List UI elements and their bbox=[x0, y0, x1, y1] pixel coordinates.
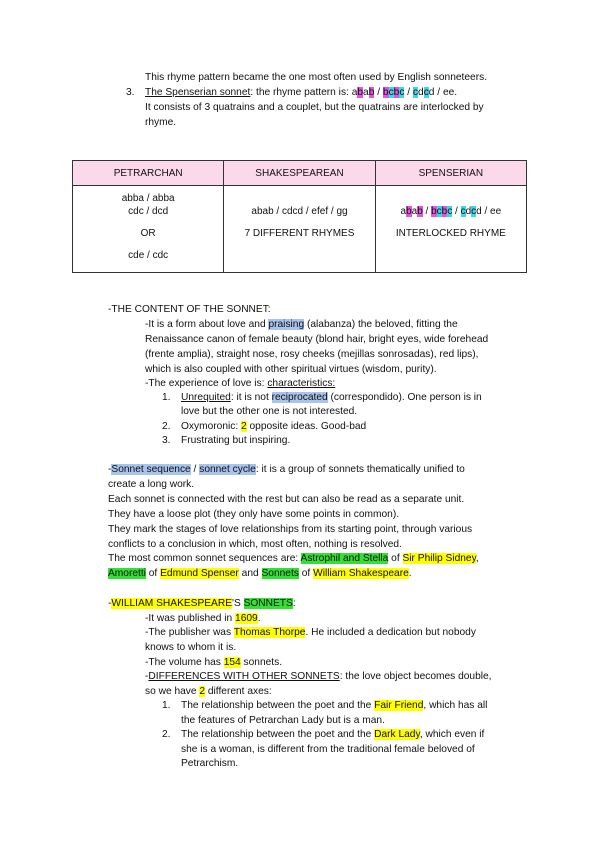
sequence-line-5: They mark the stages of love relationships from its starting point, through various bbox=[108, 524, 473, 535]
table-row bbox=[73, 186, 527, 273]
shakespeare-line-3: knows to whom it is. bbox=[145, 642, 237, 653]
shakespearean-cell: abab / cdcd / efef / gg 7 DIFFERENT RHYMES bbox=[224, 186, 375, 273]
spenserian-rhyme: abab / bcbc / cdcd / ee bbox=[400, 206, 502, 217]
intro-line-1: This rhyme pattern became the one most often used by English sonneteers. bbox=[145, 72, 488, 83]
content-line-1: -It is a form about love and praising (alabanza) the beloved, fitting the bbox=[145, 319, 458, 330]
sequence-line-6: conflicts to a conclusion in which, most often, nothing is resolved. bbox=[108, 539, 402, 550]
list-number: 3. bbox=[162, 435, 171, 446]
intro-line-4: rhyme. bbox=[145, 117, 177, 128]
list-item: The relationship between the poet and the Dark Lady, which even if bbox=[181, 729, 485, 740]
shakespeare-line-1: -It was published in 1609. bbox=[145, 613, 261, 624]
shakespeare-line-5: -DIFFERENCES WITH OTHER SONNETS: the love object becomes double, bbox=[145, 671, 492, 682]
sequence-line-3: Each sonnet is connected with the rest but can also be read as a separate unit. bbox=[108, 494, 465, 505]
list-item-continued: Petrarchism. bbox=[181, 758, 239, 769]
spenserian-sonnet-term: The Spenserian sonnet bbox=[145, 87, 251, 98]
sequence-line-2: create a long work. bbox=[108, 479, 195, 490]
shakespeare-line-2: -The publisher was Thomas Thorpe. He included a dedication but nobody bbox=[145, 627, 476, 638]
table-header-row bbox=[73, 161, 527, 186]
content-line-3: (frente amplia), straight nose, rosy cheeks (mejillas sonrosadas), red lips), bbox=[145, 349, 479, 360]
header-spenserian: SPENSERIAN bbox=[375, 161, 526, 186]
header-shakespearean: SHAKESPEAREAN bbox=[224, 161, 375, 186]
rhyme-table bbox=[72, 160, 527, 273]
sequence-line-4: They have a loose plot (they only have some points in common). bbox=[108, 509, 400, 520]
list-item-continued: the features of Petrarchan Lady but is a man. bbox=[181, 715, 385, 726]
content-line-4: which is also coupled with other spiritual virtues (wisdom, purity). bbox=[145, 364, 437, 375]
list-item: The relationship between the poet and the Fair Friend, which has all bbox=[181, 700, 488, 711]
list-item-continued: she is a woman, is different from the traditional female beloved of bbox=[181, 744, 475, 755]
spenserian-line: The Spenserian sonnet: the rhyme pattern is: abab / bcbc / cdcd / ee. bbox=[145, 87, 458, 98]
section-heading-shakespeare: -WILLIAM SHAKESPEARE'S SONNETS: bbox=[108, 598, 296, 609]
list-item: Oxymoronic: 2 opposite ideas. Good-bad bbox=[181, 421, 367, 432]
list-number: 3. bbox=[126, 87, 135, 98]
list-item-continued: love but the other one is not interested. bbox=[181, 406, 358, 417]
list-number: 2. bbox=[162, 729, 171, 740]
sequence-line-7: The most common sonnet sequences are: Astrophil and Stella of Sir Philip Sidney, bbox=[108, 553, 479, 564]
list-number: 1. bbox=[162, 700, 171, 711]
list-number: 1. bbox=[162, 392, 171, 403]
list-item: Unrequited: it is not reciprocated (correspondido). One person is in bbox=[181, 392, 482, 403]
list-number: 2. bbox=[162, 421, 171, 432]
sequence-line-8: Amoretti of Edmund Spenser and Sonnets of William Shakespeare. bbox=[108, 568, 412, 579]
sequence-line-1: -Sonnet sequence / sonnet cycle: it is a group of sonnets thematically unified to bbox=[108, 464, 465, 475]
shakespeare-line-6: so we have 2 different axes: bbox=[145, 686, 272, 697]
header-petrarchan: PETRARCHAN bbox=[73, 161, 224, 186]
content-line-5: -The experience of love is: characteristics: bbox=[145, 378, 336, 389]
petrarchan-cell: abba / abba cdc / dcd OR cde / cdc bbox=[73, 186, 224, 273]
shakespeare-line-4: -The volume has 154 sonnets. bbox=[145, 657, 283, 668]
intro-line-3: It consists of 3 quatrains and a couplet, but the quatrains are interlocked by bbox=[145, 102, 484, 113]
spenserian-cell: abab / bcbc / cdcd / ee INTERLOCKED RHYME bbox=[375, 186, 526, 273]
content-line-2: Renaissance canon of female beauty (blond hair, bright eyes, wide forehead bbox=[145, 334, 489, 345]
section-heading-content: -THE CONTENT OF THE SONNET: bbox=[108, 304, 271, 315]
list-item: Frustrating but inspiring. bbox=[181, 435, 291, 446]
